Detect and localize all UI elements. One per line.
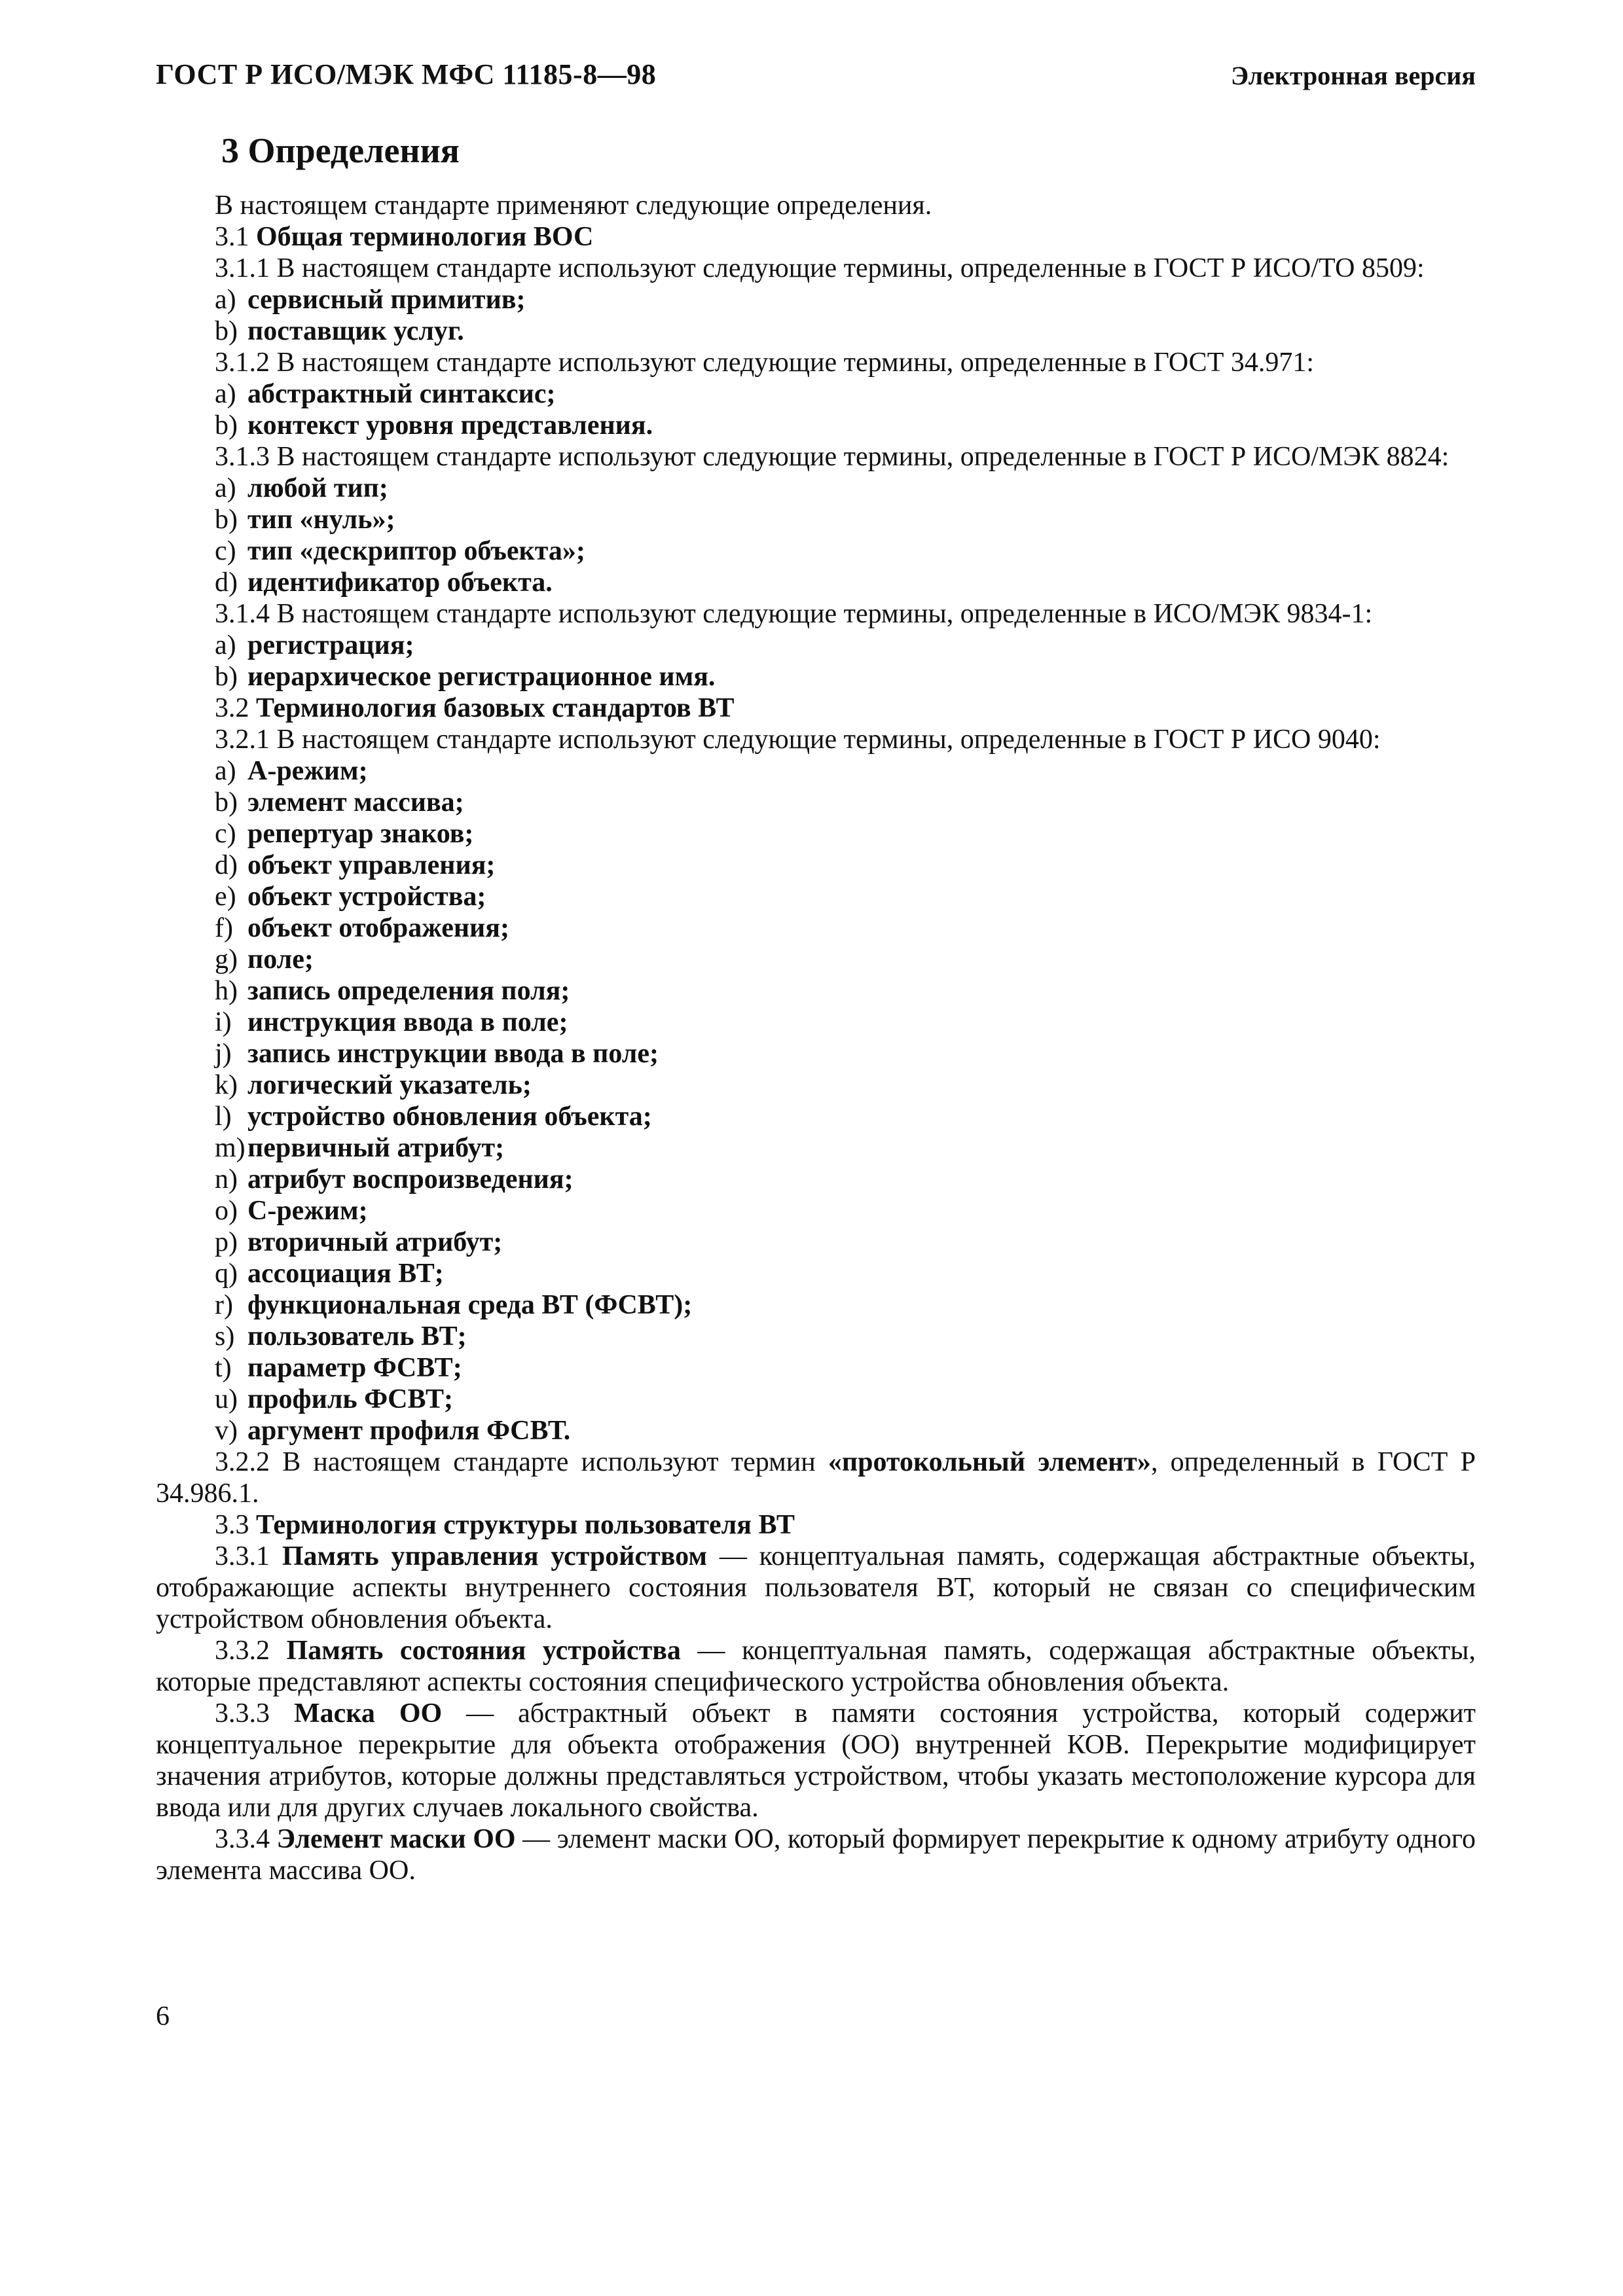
definition-3-3-3: 3.3.3 Маска ОО — абстрактный объект в памяти состояния устройства, который содержит концептуальное перекрытие для объекта отображения (ОО) внутренней КОВ. Перекрытие модифицирует значения атрибутов, которые должны представляться устройством, чтобы указать местоположение курсора для ввода или для других случаев локального свойства. (156, 1698, 1476, 1823)
list-item: i) инструкция ввода в поле; (215, 1007, 568, 1037)
list-item: s) пользователь ВТ; (215, 1321, 467, 1352)
list-item: b) контекст уровня представления. (215, 410, 653, 440)
term-list-3-1-1 (156, 284, 1476, 347)
list-item: p) вторичный атрибут; (215, 1227, 503, 1257)
version-label: Электронная версия (1230, 61, 1476, 90)
list-item: q) ассоциация ВТ; (215, 1259, 444, 1289)
subsection-number: 3.2 (215, 693, 249, 723)
list-item: t) параметр ФСВТ; (215, 1353, 462, 1383)
list-item: n) атрибут воспроизведения; (215, 1164, 574, 1194)
defined-term: Маска ОО (294, 1698, 443, 1729)
term-list-3-1-4 (156, 630, 1476, 692)
list-item: b) поставщик услуг. (215, 316, 464, 346)
list-item: a) А-режим; (215, 756, 368, 786)
paragraph-3-1-1: 3.1.1 В настоящем стандарте используют следующие термины, определенные в ГОСТ Р ИСО/ТО 8509: (215, 253, 1425, 283)
subsection-number: 3.1 (215, 222, 249, 252)
subsection-title: Терминология структуры пользователя ВТ (256, 1510, 795, 1540)
list-item: r) функциональная среда ВТ (ФСВТ); (215, 1290, 693, 1320)
defined-term: Память управления устройством (282, 1541, 707, 1571)
definition-3-3-2: 3.3.2 Память состояния устройства — концептуальная память, содержащая абстрактные объекты, которые представляют аспекты состояния специфического устройства обновления объекта. (156, 1636, 1476, 1697)
list-item: m)первичный атрибут; (215, 1133, 505, 1163)
list-item: c) тип «дескриптор объекта»; (215, 536, 585, 566)
list-item: o) С-режим; (215, 1196, 368, 1226)
paragraph-3-2-1: 3.2.1 В настоящем стандарте используют следующие термины, определенные в ГОСТ Р ИСО 9040: (215, 725, 1381, 755)
list-item: e) объект устройства; (215, 882, 486, 912)
list-item: l) устройство обновления объекта; (215, 1102, 652, 1132)
list-item: j) запись инструкции ввода в поле; (215, 1039, 659, 1069)
list-item: d) идентификатор объекта. (215, 567, 553, 598)
paragraph-3-1-3: 3.1.3 В настоящем стандарте используют следующие термины, определенные в ГОСТ Р ИСО/МЭК 8824: (215, 442, 1450, 472)
defined-term: Память состояния устройства (286, 1636, 681, 1666)
list-item: d) объект управления; (215, 850, 496, 880)
list-item: v) аргумент профиля ФСВТ. (215, 1416, 571, 1446)
subsection-number: 3.3 (215, 1510, 249, 1540)
list-item: b) иерархическое регистрационное имя. (215, 662, 716, 692)
page-content (156, 131, 1476, 1886)
section-title: 3 Определения (221, 131, 460, 170)
list-item: u) профиль ФСВТ; (215, 1384, 453, 1414)
subsection-heading-3-2 (156, 692, 1476, 724)
page-number: 6 (156, 2001, 170, 2032)
term-list-3-1-2 (156, 378, 1476, 441)
definition-3-3-4: 3.3.4 Элемент маски ОО — элемент маски ОО, который формирует перекрытие к одному атрибуту одного элемента массива ОО. (156, 1824, 1476, 1886)
defined-term: Элемент маски ОО (276, 1824, 516, 1854)
list-item: h) запись определения поля; (215, 976, 570, 1006)
list-item: c) репертуар знаков; (215, 819, 474, 849)
definition-3-3-1: 3.3.1 Память управления устройством — концептуальная память, содержащая абстрактные объекты, отображающие аспекты внутреннего состояния пользователя ВТ, который не связан со специфическим устройством обновления объекта. (156, 1541, 1476, 1634)
list-item: a) абстрактный синтаксис; (215, 379, 556, 409)
paragraph-3-1-4: 3.1.4 В настоящем стандарте используют следующие термины, определенные в ИСО/МЭК 9834-1: (215, 599, 1373, 629)
section-intro: В настоящем стандарте применяют следующие определения. (215, 190, 932, 221)
list-item: a) регистрация; (215, 630, 414, 660)
standard-designation: ГОСТ Р ИСО/МЭК МФС 11185-8—98 (156, 58, 657, 90)
list-item: a) сервисный примитив; (215, 285, 526, 315)
subsection-heading-3-1 (156, 221, 1476, 253)
list-item: g) поле; (215, 944, 314, 975)
subsection-heading-3-3 (156, 1509, 1476, 1541)
list-item: k) логический указатель; (215, 1070, 532, 1100)
term-list-3-1-3 (156, 473, 1476, 598)
defined-term: «протокольный элемент» (828, 1447, 1151, 1477)
term-list-3-2-1 (156, 755, 1476, 1446)
paragraph-3-1-2: 3.1.2 В настоящем стандарте используют следующие термины, определенные в ГОСТ 34.971: (215, 348, 1315, 378)
list-item: a) любой тип; (215, 473, 388, 503)
list-item: b) элемент массива; (215, 787, 464, 817)
subsection-title: Терминология базовых стандартов ВТ (256, 693, 735, 723)
paragraph-3-2-2: 3.2.2 В настоящем стандарте используют термин «протокольный элемент», определенный в ГОСТ Р 34.986.1. (156, 1447, 1476, 1509)
list-item: f) объект отображения; (215, 913, 509, 943)
subsection-title: Общая терминология ВОС (256, 222, 594, 252)
list-item: b) тип «нуль»; (215, 505, 395, 535)
